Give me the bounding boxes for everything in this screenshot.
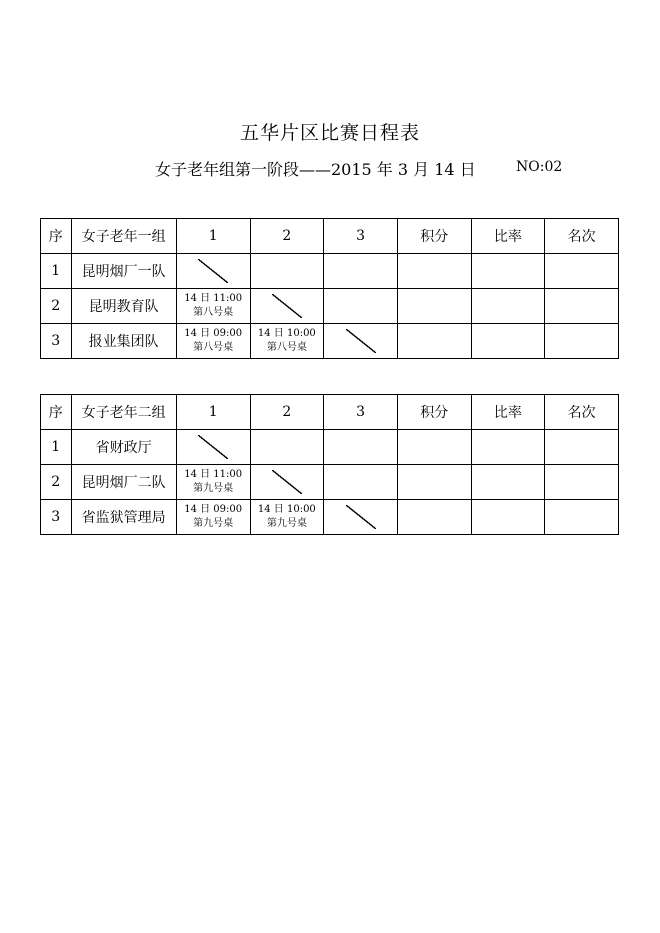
document-number: NO:02 bbox=[516, 159, 563, 175]
column-header: 序 bbox=[41, 395, 72, 430]
match-slot bbox=[176, 500, 250, 535]
column-header: 1 bbox=[176, 219, 250, 254]
table-header-row bbox=[41, 219, 619, 254]
self-match-cell bbox=[176, 254, 250, 289]
team-name: 昆明烟厂一队 bbox=[71, 254, 176, 289]
score-cell bbox=[397, 254, 471, 289]
column-header: 1 bbox=[176, 395, 250, 430]
team-name: 昆明烟厂二队 bbox=[71, 465, 176, 500]
match-time: 14 日 11:00 bbox=[184, 293, 243, 304]
row-number: 3 bbox=[41, 324, 72, 359]
row-number: 1 bbox=[41, 430, 72, 465]
match-slot bbox=[176, 289, 250, 324]
team-name: 昆明教育队 bbox=[71, 289, 176, 324]
match-slot bbox=[176, 465, 250, 500]
score-cell bbox=[397, 289, 471, 324]
team-name: 省财政厅 bbox=[71, 430, 176, 465]
table-row bbox=[41, 324, 619, 359]
ratio-cell bbox=[471, 430, 545, 465]
match-slot bbox=[250, 324, 324, 359]
column-header: 2 bbox=[250, 395, 324, 430]
column-header: 序 bbox=[41, 219, 72, 254]
column-header: 积分 bbox=[397, 395, 471, 430]
empty-cell bbox=[250, 254, 324, 289]
table-row bbox=[41, 289, 619, 324]
page-subtitle: 女子老年组第一阶段——2015 年 3 月 14 日 bbox=[155, 160, 476, 179]
empty-cell bbox=[324, 254, 398, 289]
match-time: 14 日 10:00 bbox=[257, 504, 316, 515]
self-match-cell bbox=[250, 289, 324, 324]
table-row bbox=[41, 500, 619, 535]
match-time: 14 日 09:00 bbox=[184, 504, 243, 515]
self-match-cell bbox=[324, 324, 398, 359]
column-header: 比率 bbox=[471, 395, 545, 430]
column-header: 名次 bbox=[545, 219, 619, 254]
page-title: 五华片区比赛日程表 bbox=[239, 122, 420, 144]
match-time: 14 日 11:00 bbox=[184, 469, 243, 480]
ratio-cell bbox=[471, 465, 545, 500]
column-header: 名次 bbox=[545, 395, 619, 430]
self-match-cell bbox=[176, 430, 250, 465]
column-header: 3 bbox=[324, 219, 398, 254]
row-number: 1 bbox=[41, 254, 72, 289]
match-table: 第九号桌 bbox=[266, 518, 307, 529]
score-cell bbox=[397, 430, 471, 465]
column-header: 积分 bbox=[397, 219, 471, 254]
rank-cell bbox=[545, 465, 619, 500]
table-row bbox=[41, 430, 619, 465]
schedule-table-group-1 bbox=[40, 218, 619, 359]
score-cell bbox=[397, 324, 471, 359]
ratio-cell bbox=[471, 289, 545, 324]
schedule-table-group-2 bbox=[40, 394, 619, 535]
team-name: 省监狱管理局 bbox=[71, 500, 176, 535]
column-header: 比率 bbox=[471, 219, 545, 254]
group-name-header: 女子老年一组 bbox=[71, 219, 176, 254]
match-time: 14 日 09:00 bbox=[184, 328, 243, 339]
column-header: 2 bbox=[250, 219, 324, 254]
score-cell bbox=[397, 500, 471, 535]
rank-cell bbox=[545, 500, 619, 535]
match-table: 第八号桌 bbox=[266, 342, 307, 353]
empty-cell bbox=[324, 465, 398, 500]
group-name-header: 女子老年二组 bbox=[71, 395, 176, 430]
row-number: 2 bbox=[41, 289, 72, 324]
rank-cell bbox=[545, 289, 619, 324]
ratio-cell bbox=[471, 500, 545, 535]
empty-cell bbox=[324, 430, 398, 465]
table-header-row bbox=[41, 395, 619, 430]
ratio-cell bbox=[471, 254, 545, 289]
empty-cell bbox=[250, 430, 324, 465]
match-table: 第九号桌 bbox=[193, 483, 234, 494]
rank-cell bbox=[545, 254, 619, 289]
match-table: 第八号桌 bbox=[193, 342, 234, 353]
team-name: 报业集团队 bbox=[71, 324, 176, 359]
empty-cell bbox=[324, 289, 398, 324]
column-header: 3 bbox=[324, 395, 398, 430]
rank-cell bbox=[545, 324, 619, 359]
rank-cell bbox=[545, 430, 619, 465]
match-time: 14 日 10:00 bbox=[257, 328, 316, 339]
table-row bbox=[41, 254, 619, 289]
match-table: 第八号桌 bbox=[193, 307, 234, 318]
table-row bbox=[41, 465, 619, 500]
match-slot bbox=[176, 324, 250, 359]
match-slot bbox=[250, 500, 324, 535]
row-number: 3 bbox=[41, 500, 72, 535]
self-match-cell bbox=[250, 465, 324, 500]
self-match-cell bbox=[324, 500, 398, 535]
ratio-cell bbox=[471, 324, 545, 359]
row-number: 2 bbox=[41, 465, 72, 500]
score-cell bbox=[397, 465, 471, 500]
match-table: 第九号桌 bbox=[193, 518, 234, 529]
